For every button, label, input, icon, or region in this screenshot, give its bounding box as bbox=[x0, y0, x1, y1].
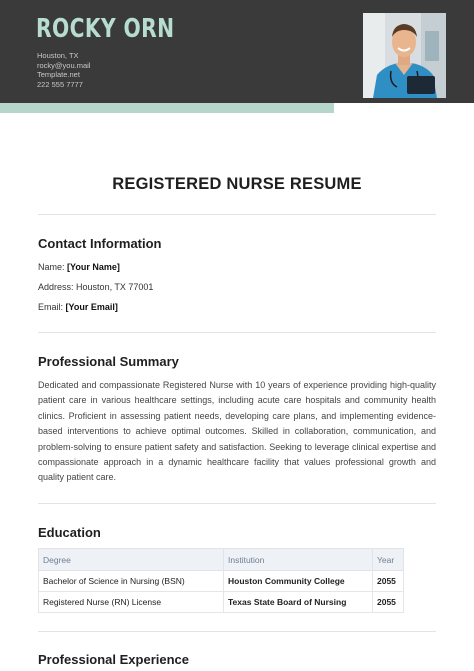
name-value: [Your Name] bbox=[67, 262, 120, 272]
document-title: REGISTERED NURSE RESUME bbox=[112, 175, 362, 193]
table-row bbox=[39, 592, 404, 613]
header-location: Houston, TX bbox=[37, 51, 79, 60]
experience-heading: Professional Experience bbox=[38, 652, 190, 667]
summary-text: Dedicated and compassionate Registered Nurse with 10 years of experience providing high-quality patient care in various healthcare settings, including acute care hospitals and community health clinics. Proficient in assessing patient needs, developing care plans, and implementing evidence-based interventions to achieve optimal outcomes. Skilled in collaboration, communication, and problem-solving to ensure patient safety and satisfaction. Seeking to leverage clinical expertise and compassionate approach in a dynamic healthcare facility that values professional growth and quality patient care. bbox=[38, 380, 436, 483]
summary-heading: Professional Summary bbox=[38, 354, 179, 369]
header-contact-lines bbox=[37, 51, 90, 89]
divider bbox=[38, 503, 436, 504]
email-value: [Your Email] bbox=[65, 302, 118, 312]
table-row bbox=[39, 571, 404, 592]
name-label: Name: bbox=[38, 262, 65, 272]
degree-cell: Bachelor of Science in Nursing (BSN) bbox=[39, 571, 224, 592]
email-label: Email: bbox=[38, 302, 64, 312]
divider bbox=[38, 214, 436, 215]
contact-name-line bbox=[38, 262, 120, 272]
degree-cell: Registered Nurse (RN) License bbox=[39, 592, 224, 613]
column-header-year: Year bbox=[373, 549, 404, 571]
address-label: Address: bbox=[38, 282, 74, 292]
header-email: rocky@you.mail bbox=[37, 60, 91, 70]
institution-cell: Texas State Board of Nursing bbox=[224, 592, 373, 613]
header-website: Template.net bbox=[37, 70, 80, 80]
column-header-degree: Degree bbox=[39, 549, 224, 571]
divider bbox=[38, 332, 436, 333]
institution-cell: Houston Community College bbox=[224, 571, 373, 592]
education-heading: Education bbox=[38, 525, 101, 540]
table-header-row bbox=[39, 549, 404, 571]
education-table bbox=[38, 548, 404, 613]
resume-header bbox=[0, 0, 474, 103]
profile-photo bbox=[363, 13, 446, 98]
candidate-name: ROCKY ORN bbox=[36, 14, 175, 44]
header-phone: 222 555 7777 bbox=[37, 79, 83, 89]
nurse-portrait-image bbox=[363, 13, 446, 98]
column-header-institution: Institution bbox=[224, 549, 373, 571]
header-accent-bar bbox=[0, 103, 334, 113]
contact-email-line bbox=[38, 302, 118, 312]
year-cell: 2055 bbox=[373, 592, 404, 613]
year-cell: 2055 bbox=[373, 571, 404, 592]
contact-heading: Contact Information bbox=[38, 236, 162, 251]
address-value: Houston, TX 77001 bbox=[76, 282, 154, 292]
contact-address-line bbox=[38, 282, 153, 292]
divider bbox=[38, 631, 436, 632]
